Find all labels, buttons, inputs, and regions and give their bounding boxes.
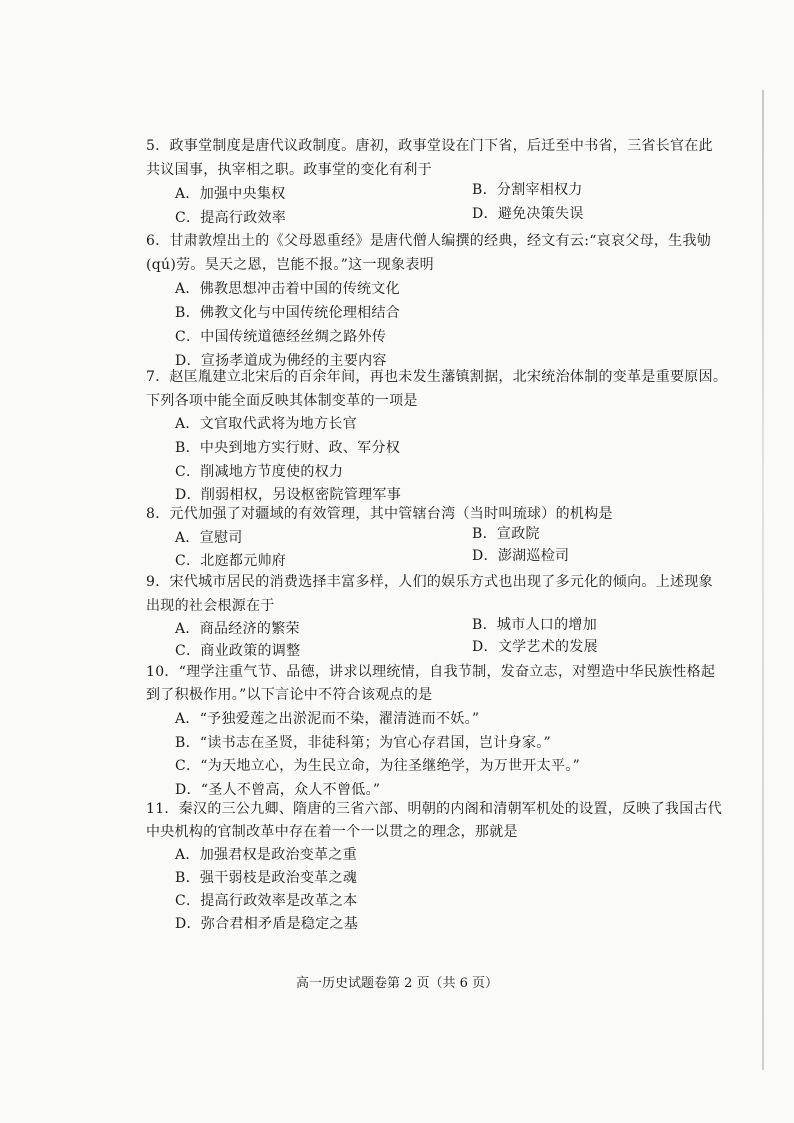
q9-option-b: B．城市人口的增加 [472,617,597,633]
q8-option-c: C．北庭都元帅府 [175,553,287,569]
q9-option-c: C．商业政策的调整 [175,643,301,659]
q7-option-c: C．削减地方节度使的权力 [175,464,344,480]
q10-option-a: A．“予独爱莲之出淤泥而不染，濯清涟而不妖。” [175,711,480,727]
q6-option-c: C．中国传统道德经丝绸之路外传 [175,329,387,345]
q5-option-b: B．分割宰相权力 [472,182,583,198]
page-footer: 高一历史试题卷第 2 页（共 6 页） [295,976,499,991]
q6-stem-line2: (qú)劳。昊天之恩，岂能不报。”这一现象表明 [146,257,434,273]
q8-option-d: D．澎湖巡检司 [472,548,570,564]
q10-stem-line1: 10．“理学注重气节、品德，讲求以理统情，自我节制，发奋立志，对塑造中华民族性格起 [146,664,716,680]
q8-option-b: B．宣政院 [472,526,540,542]
q11-option-d: D．弥合君相矛盾是稳定之基 [175,916,359,932]
q10-option-d: D．“圣人不曾高，众人不曾低。” [175,782,381,798]
q10-stem-line2: 到了积极作用。”以下言论中不符合该观点的是 [146,687,433,703]
q7-option-a: A．文官取代武将为地方长官 [175,416,358,432]
q11-stem-line2: 中央机构的官制改革中存在着一个一以贯之的理念，那就是 [146,824,518,840]
q8-option-a: A．宣慰司 [175,530,243,546]
q9-stem-line1: 9．宋代城市居民的消费选择丰富多样，人们的娱乐方式也出现了多元化的倾向。上述现象 [146,574,713,590]
q5-stem-line2: 共议国事，执宰相之职。政事堂的变化有利于 [146,162,432,178]
q10-option-b: B．“读书志在圣贤，非徒科第；为官心存君国，岂计身家。” [175,735,552,751]
q8-stem-line1: 8．元代加强了对疆域的有效管理，其中管辖台湾（当时叫琉球）的机构是 [146,506,613,522]
q11-option-a: A．加强君权是政治变革之重 [175,847,358,863]
q9-option-a: A．商品经济的繁荣 [175,621,300,637]
q5-option-a: A．加强中央集权 [175,186,286,202]
q5-option-c: C．提高行政效率 [175,210,287,226]
q6-option-b: B．佛教文化与中国传统伦理相结合 [175,305,401,321]
q6-option-a: A．佛教思想冲击着中国的传统文化 [175,281,400,297]
q7-option-b: B．中央到地方实行财、政、军分权 [175,440,401,456]
q6-stem-line1: 6．甘肃敦煌出土的《父母恩重经》是唐代僧人编撰的经典，经文有云:“哀哀父母，生我劬 [146,233,712,249]
q5-stem-line1: 5．政事堂制度是唐代议政制度。唐初，政事堂设在门下省，后迁至中书省，三省长官在此 [146,138,713,154]
q11-option-b: B．强干弱枝是政治变革之魂 [175,870,358,886]
q10-option-c: C．“为天地立心，为生民立命，为往圣继绝学，为万世开太平。” [175,758,581,774]
q11-option-c: C．提高行政效率是改革之本 [175,893,358,909]
q9-stem-line2: 出现的社会根源在于 [146,598,275,614]
q6-option-d: D．宣扬孝道成为佛经的主要内容 [175,353,387,369]
q7-stem-line2: 下列各项中能全面反映其体制变革的一项是 [146,393,418,409]
q7-option-d: D．削弱相权，另设枢密院管理军事 [175,487,402,503]
q7-stem-line1: 7．赵匡胤建立北宋后的百余年间，再也未发生藩镇割据，北宋统治体制的变革是重要原因。 [146,369,728,385]
q9-option-d: D．文学艺术的发展 [472,639,598,655]
q11-stem-line1: 11．秦汉的三公九卿、隋唐的三省六部、明朝的内阁和清朝军机处的设置，反映了我国古代 [146,801,723,817]
q5-option-d: D．避免决策失误 [472,206,584,222]
